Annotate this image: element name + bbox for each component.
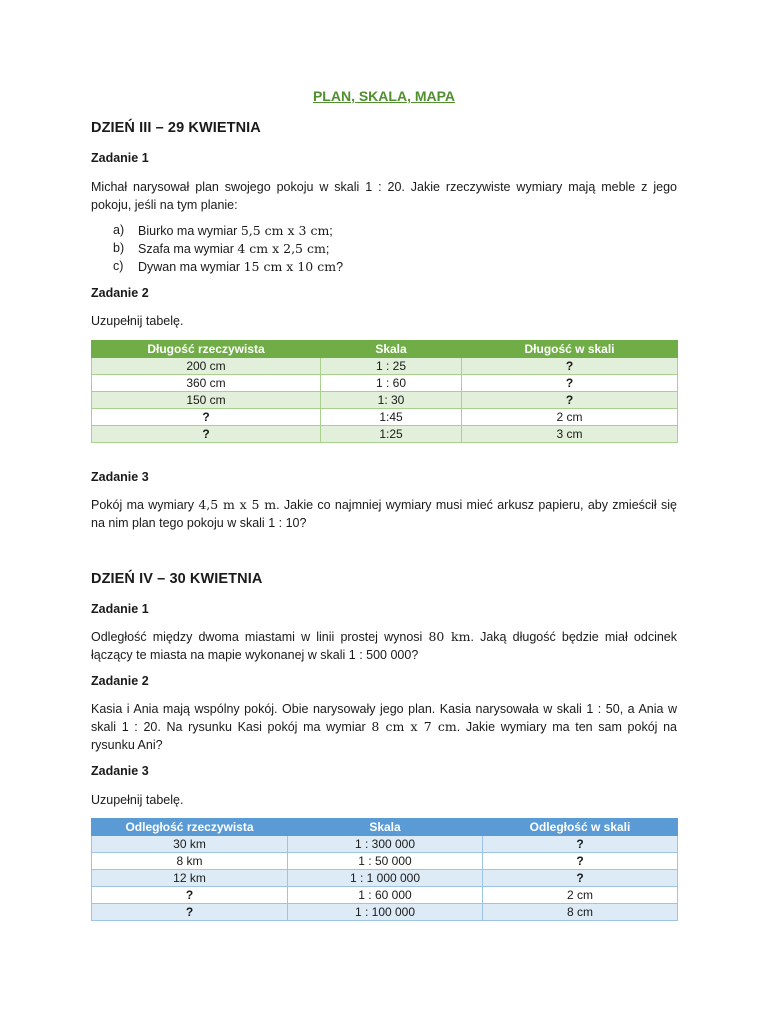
table-cell: ?: [483, 853, 678, 870]
math-expression: 8 cm x 7 cm: [371, 719, 457, 734]
document-title: PLAN, SKALA, MAPA: [312, 88, 456, 104]
table-cell: ?: [92, 887, 288, 904]
table-cell: 150 cm: [92, 392, 321, 409]
day3-task2-title: Zadanie 2: [91, 286, 149, 300]
day3-heading: DZIEŃ III – 29 KWIETNIA: [91, 120, 261, 136]
day3-task3-title: Zadanie 3: [91, 470, 149, 484]
table-row: [92, 853, 678, 870]
table-row: [92, 358, 678, 375]
table-cell: ?: [462, 358, 678, 375]
table-row: [92, 904, 678, 921]
table-cell: 1 : 1 000 000: [288, 870, 483, 887]
table-cell: 200 cm: [92, 358, 321, 375]
math-expression: 4 cm x 2,5 cm: [237, 241, 326, 256]
table-cell: 1: 30: [321, 392, 462, 409]
table-cell: 8 cm: [483, 904, 678, 921]
table-header-row: [92, 341, 678, 358]
math-expression: 5,5 cm x 3 cm: [240, 223, 330, 238]
day4-task2-title: Zadanie 2: [91, 674, 149, 688]
table-header: Długość rzeczywista: [92, 341, 321, 358]
day4-task3-text: Uzupełnij tabelę.: [91, 793, 184, 807]
table-cell: 1 : 60 000: [288, 887, 483, 904]
table-cell: ?: [483, 836, 678, 853]
table-cell: 1:45: [321, 409, 462, 426]
table-header: Odległość rzeczywista: [92, 819, 288, 836]
math-expression: 4,5 m x 5 m: [198, 497, 277, 512]
table-cell: ?: [462, 375, 678, 392]
day4-task2-text: Kasia i Ania mają wspólny pokój. Obie narysowały jego plan. Kasia narysowała w skali 1 : 50, a Ania w skali 1 : 20. Na rysunku Kasi pokój ma wymiar 8 cm x 7 cm. Jakie wymiary ma ten sam pokój na rysunku Ani?: [91, 702, 677, 752]
table-row: [92, 836, 678, 853]
table-header: Długość w skali: [462, 341, 678, 358]
day3-task3-text: Pokój ma wymiary 4,5 m x 5 m. Jakie co najmniej wymiary musi mieć arkusz papieru, aby zmieścił się na nim plan tego pokoju w skali 1 : 10?: [91, 497, 677, 530]
table-row: [92, 426, 678, 443]
table-header: Odległość w skali: [483, 819, 678, 836]
table-cell: 1 : 100 000: [288, 904, 483, 921]
table-header: Skala: [288, 819, 483, 836]
table-cell: 2 cm: [483, 887, 678, 904]
table-row: [92, 375, 678, 392]
table-header: Skala: [321, 341, 462, 358]
list-item: a) Biurko ma wymiar 5,5 cm x 3 cm;: [113, 223, 333, 238]
table-cell: 1:25: [321, 426, 462, 443]
table-cell: 1 : 50 000: [288, 853, 483, 870]
table-cell: ?: [92, 426, 321, 443]
day4-heading: DZIEŃ IV – 30 KWIETNIA: [91, 571, 263, 587]
table-cell: 2 cm: [462, 409, 678, 426]
list-item: b) Szafa ma wymiar 4 cm x 2,5 cm;: [113, 241, 330, 256]
table-cell: ?: [92, 409, 321, 426]
day3-task1-text: Michał narysował plan swojego pokoju w skali 1 : 20. Jakie rzeczywiste wymiary mają meble z jego pokoju, jeśli na tym planie:: [91, 180, 677, 212]
day3-task1-list: [113, 222, 343, 276]
table-row: [92, 392, 678, 409]
scale-table-1: [91, 340, 678, 443]
table-cell: ?: [92, 904, 288, 921]
table-cell: 1 : 300 000: [288, 836, 483, 853]
table-cell: 12 km: [92, 870, 288, 887]
day3-task2-text: Uzupełnij tabelę.: [91, 314, 184, 328]
math-expression: 80 km: [428, 629, 471, 644]
table-row: [92, 870, 678, 887]
day3-task1-title: Zadanie 1: [91, 151, 149, 165]
table-cell: 30 km: [92, 836, 288, 853]
day4-task1-text: Odległość między dwoma miastami w linii prostej wynosi 80 km. Jaką długość będzie miał odcinek łączący te miasta na mapie wykonanej w skali 1 : 500 000?: [91, 629, 677, 662]
table-cell: 360 cm: [92, 375, 321, 392]
table-row: [92, 409, 678, 426]
table-cell: 1 : 25: [321, 358, 462, 375]
math-expression: 15 cm x 10 cm: [243, 259, 337, 274]
table-cell: ?: [462, 392, 678, 409]
table-cell: ?: [483, 870, 678, 887]
table-header-row: [92, 819, 678, 836]
table-row: [92, 887, 678, 904]
list-item: c) Dywan ma wymiar 15 cm x 10 cm?: [113, 259, 344, 274]
day4-task1-title: Zadanie 1: [91, 602, 149, 616]
day4-task3-title: Zadanie 3: [91, 764, 149, 778]
scale-table-2: [91, 818, 678, 921]
table-cell: 1 : 60: [321, 375, 462, 392]
table-cell: 8 km: [92, 853, 288, 870]
table-cell: 3 cm: [462, 426, 678, 443]
